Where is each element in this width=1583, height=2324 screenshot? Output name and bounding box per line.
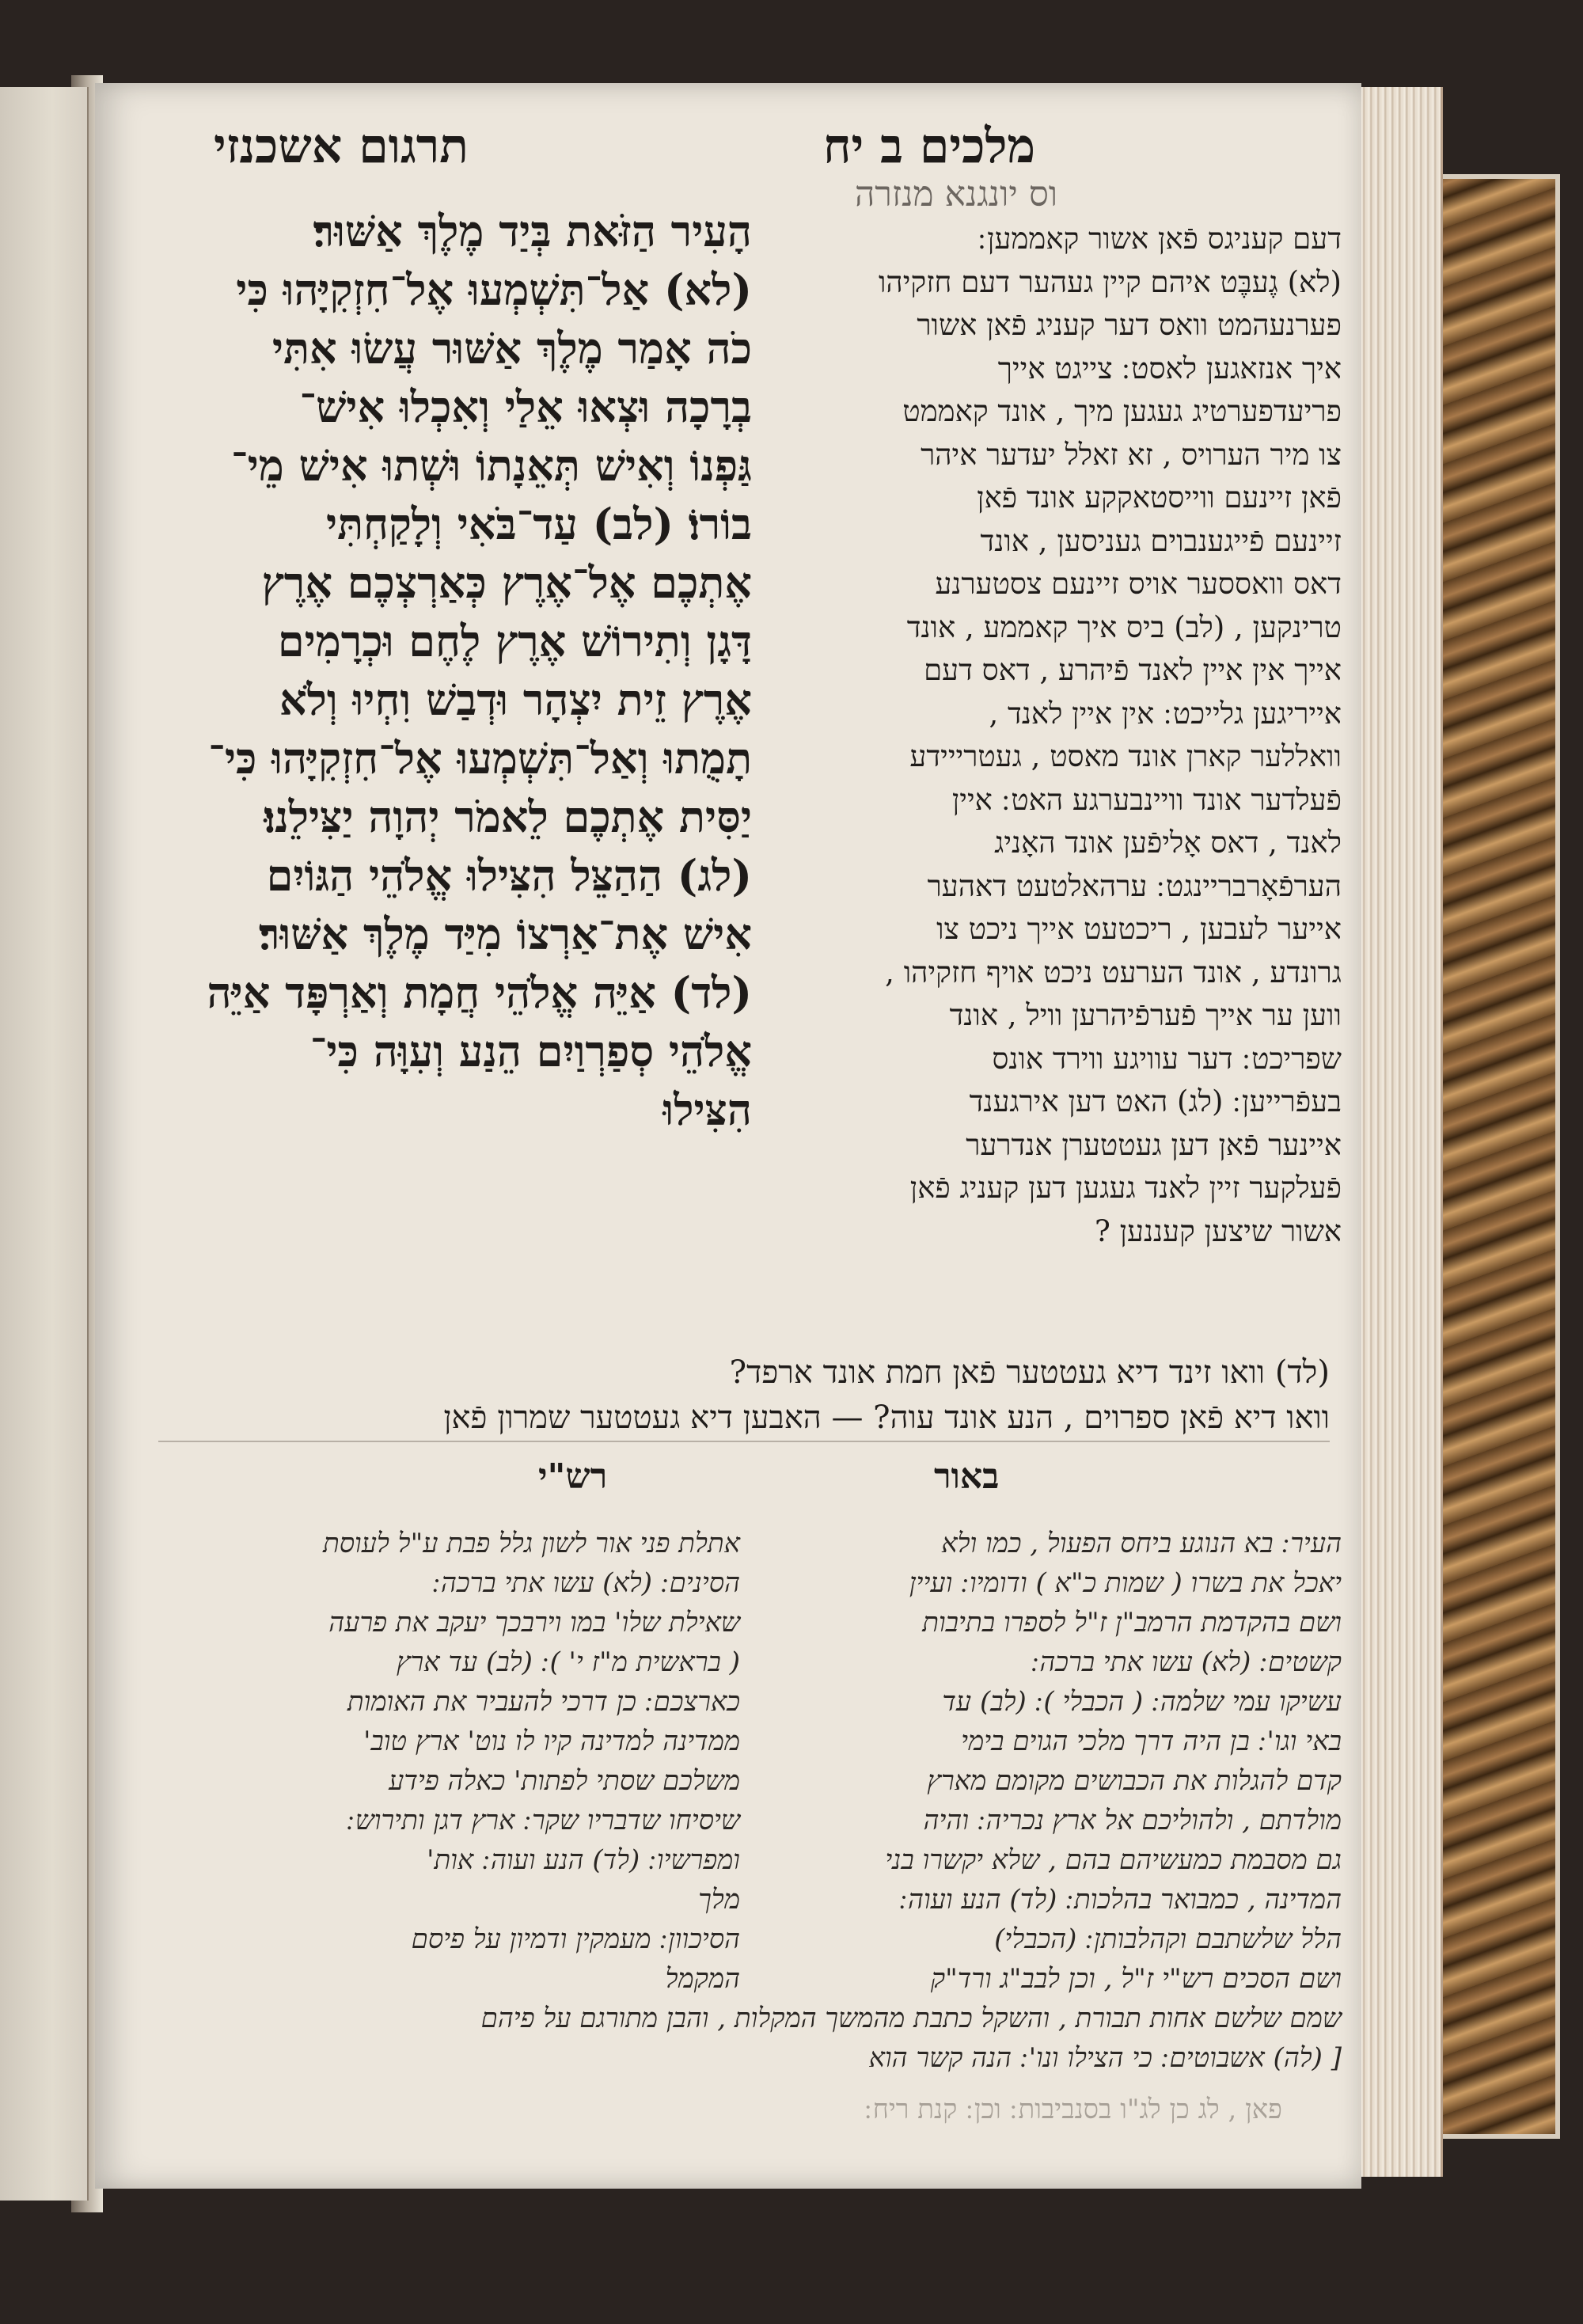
text-line: בעפֿרייען ׃ (לג) האט דען אירגענד <box>969 1084 1342 1118</box>
text-line: הִצִּילוּ <box>662 1084 752 1135</box>
text-line: (לג) הַהַצֵּל הִצִּילוּ אֱלֹהֵי הַגּוֹיִם <box>266 850 752 901</box>
text-line: אייער לעבען , ריכטעט אייך ניכט צו <box>936 912 1342 946</box>
text-line: גרונדע , אונד הערעט ניכט אויף חזקיהו , <box>885 955 1342 989</box>
text-line: עשיקו עמי שלמה ׃ ( הכבלי ) ׃ (לב) עד <box>942 1686 1342 1718</box>
text-line: ממדינה למדינה קיו לו נוט' ארץ טוב' <box>363 1726 740 1757</box>
text-line: דעם קעניגס פֿאן אשור קאממען ׃ <box>978 222 1342 256</box>
text-line: ושם בהקדמת הרמב"ן ז"ל לספרו בתיבות <box>922 1607 1342 1639</box>
text-line: תָמֻתוּ וְאַל־תִּשְׁמְעוּ אֶל־חִזְקִיָּהוּ כִּי־ <box>208 733 752 784</box>
text-line: צו מיר הערויס , זא זאלל יעדער איהר <box>921 437 1342 472</box>
text-line: שאילת שלו' במו וירבכך יעקב את פרעה <box>328 1607 740 1639</box>
text-line: הָעִיר הַזֹּאת בְּיַד מֶלֶךְ אַשּׁוּר׃ <box>313 206 752 256</box>
text-line: איינער פֿאן דען געטטערן אנדרער <box>966 1127 1342 1162</box>
text-line: הלל שלשתבם וקהלבותן ׃ (הכבלי) <box>994 1923 1342 1955</box>
left-page-edge <box>0 87 89 2201</box>
text-line: שפריכט ׃ דער עוויגע ווירד אונס <box>992 1041 1342 1076</box>
text-line: משלכם שסתי לפתות' כאלה פידע <box>389 1765 740 1797</box>
text-line: שיסיחו שדבריו שקר ׃ ארץ דגן ותירוש ׃ <box>346 1805 740 1836</box>
running-subheader: וס יונגנא מנזרה <box>855 174 1058 215</box>
text-line: (לד) אַיֵּה אֱלֹהֵי חֲמָת וְאַרְפָּד אַיֵּה <box>207 967 752 1018</box>
text-line: איך אנזאגען לאסט ׃ צייגט אייך <box>997 351 1342 385</box>
text-line: מולדתם , ולהוליכם אל ארץ נכריה ׃ והיה <box>923 1805 1342 1836</box>
text-line: כארצכם ׃ כן דרכי להעביר את האומות <box>347 1686 740 1718</box>
bleed-through-footer: פאן , לג כן לג"ו בסנביבות ׃ וכן ׃ קנת ריח ׃ <box>864 2094 1282 2125</box>
text-line: באי וגו' ׃ בן היה דרך מלכי הגוים בימי <box>961 1726 1342 1757</box>
text-line: אשור שיצען קעננען ? <box>1095 1213 1342 1248</box>
text-line: יַסִּית אֶתְכֶם לֵאמֹר יְהוָה יַצִּילֵנוּ׃ <box>264 792 752 842</box>
text-line: פערנעהמט וואס דער קעניג פֿאן אשור <box>917 308 1342 342</box>
text-line: (לא) גֶעבֶּט איהם קיין געהער דעם חזקיהו <box>878 264 1342 299</box>
text-line: שמם שלשם אחות תבורת , והשקל כתבת מהמשך המקלות , והבן מתורגם על פיהם <box>480 2003 1342 2034</box>
rashi-heading: רש"י <box>538 1456 608 1497</box>
text-line: מלך <box>698 1884 740 1916</box>
text-line: ווען ער אייך פֿערפֿיהרען וויל , אונד <box>949 998 1342 1032</box>
text-line: הערפֿאָרבריינגט ׃ ערהאלטעט דאהער <box>927 868 1342 903</box>
text-line: בוֹרוֹ׃ (לב) עַד־בֹּאִי וְלָקַחְתִּי <box>325 499 752 549</box>
text-line: פֿעלדער אונד וויינבערגע האט ׃ איין <box>951 782 1342 817</box>
spanning-text-line: וואו דיא פֿאן ספרוים , הנע אונד עוה? — האבען דיא געטטער שמרון פֿאן <box>443 1399 1330 1436</box>
text-line: כֹה אָמַר מֶלֶךְ אַשּׁוּר עֲשׂוּ אִתִּי <box>271 323 752 374</box>
running-header-book: מלכים ב יח <box>823 119 1036 174</box>
text-line: אייריגען גלייכט ׃ אין איין לאנד , <box>989 696 1342 731</box>
text-line: דאס וואססער אויס זיינעם צסטערנע <box>935 567 1342 601</box>
text-line: ומפרשיו ׃ (לד) הנע ועוה ׃ אות' <box>427 1844 740 1876</box>
text-line: יאכל את בשרו ( שמות כ"א ) ודומיו ׃ ועיין <box>909 1567 1342 1599</box>
text-line: המדינה , כמבואר בהלכות ׃ (לד) הנע ועוה ׃ <box>899 1884 1342 1916</box>
text-line: ( בראשית מ"ז י' ) ׃ (לב) עד ארץ <box>396 1646 740 1678</box>
text-line: אֱלֹהֵי סְפַרְוַיִם הֵנַע וְעִוָּה כִּי־ <box>309 1026 752 1077</box>
text-line: פֿאן זיינעם ווייסטאקקע אונד פֿאן <box>977 480 1342 515</box>
text-line: קדם להגלות את הכבושים מקומם מארץ <box>927 1765 1342 1797</box>
text-line: אייך אין איין לאנד פֿיהרע , דאס דעם <box>924 653 1342 687</box>
spanning-text-line: (לד) וואו זינד דיא געטטער פֿאן חמת אונד ארפד? <box>729 1354 1330 1391</box>
text-line: העיר ׃ בא הנוגע ביחס הפעול , כמו ולא <box>941 1528 1342 1559</box>
text-line: גַּפְנוֹ וְאִישׁ תְּאֵנָתוֹ וּשְׁתוּ אִישׁ מֵי־ <box>230 440 752 491</box>
yiddish-translation-column <box>772 218 1342 1342</box>
text-line: טרינקען , (לב) ביס איך קאממע , אונד <box>906 609 1342 644</box>
hebrew-text-column <box>182 202 752 1350</box>
book-page <box>95 83 1361 2189</box>
text-line: פריעדפערטיג געגען מיך , אונד קאממט <box>902 394 1342 428</box>
text-line: לאנד , דאס אָליפֿען אונד האָניג <box>994 826 1342 860</box>
text-line: קשטים ׃ (לא) עשו אתי ברכה ׃ <box>1031 1646 1342 1678</box>
text-line: [ (לה) אשבוטים ׃ כי הצילו ונו' ׃ הנה קשר הוא <box>868 2042 1342 2074</box>
beur-heading: באור <box>934 1456 1000 1497</box>
text-line: אֶרֶץ זֵית יִצְהָר וּדְבַשׁ וִחְיוּ וְלֹא <box>279 674 752 725</box>
text-line: בְרָכָה וּצְאוּ אֵלַי וְאִכְלוּ אִישׁ־ <box>299 382 752 432</box>
text-line: גם מסבמת כמעשיהם בהם , שלא יקשרו בני <box>885 1844 1342 1876</box>
section-divider <box>158 1441 1330 1442</box>
text-line: אֶתְכֶם אֶל־אֶרֶץ כְּאַרְצְכֶם אֶרֶץ <box>261 557 752 608</box>
text-line: זיינעם פֿייגענבוים געניסען , אונד <box>980 523 1342 558</box>
text-line: אִישׁ אֶת־אַרְצוֹ מִיַּד מֶלֶךְ אַשּׁוּר׃ <box>258 909 752 959</box>
text-line: (לא) אַל־תִּשְׁמְעוּ אֶל־חִזְקִיָּהוּ כִּי <box>236 264 752 315</box>
rashi-commentary-column <box>170 1524 740 2030</box>
text-line: דָּגָן וְתִירוֹשׁ אֶרֶץ לֶחֶם וּכְרָמִים <box>277 616 752 666</box>
text-line: אתלת פני אור לשון גלל פבת ע"ל לעוסת <box>322 1528 740 1559</box>
text-line: המקמל <box>665 1963 740 1995</box>
text-line: הסינים ׃ (לא) עשו אתי ברכה ׃ <box>432 1567 740 1599</box>
text-line: הסיכוון ׃ מעמקין ודמיון על פיסם <box>411 1923 740 1955</box>
text-line: ושם הסכים רש"י ז"ל , וכן לבב"ג ורד"ק <box>930 1963 1342 1995</box>
running-header-translation: תרגום אשכנזי <box>214 119 469 174</box>
text-line: וואללער קארן אונד מאסט , געטרייידע <box>909 739 1342 773</box>
text-line: פֿעלקער זיין לאנד געגען דען קעניג פֿאן <box>909 1171 1342 1205</box>
